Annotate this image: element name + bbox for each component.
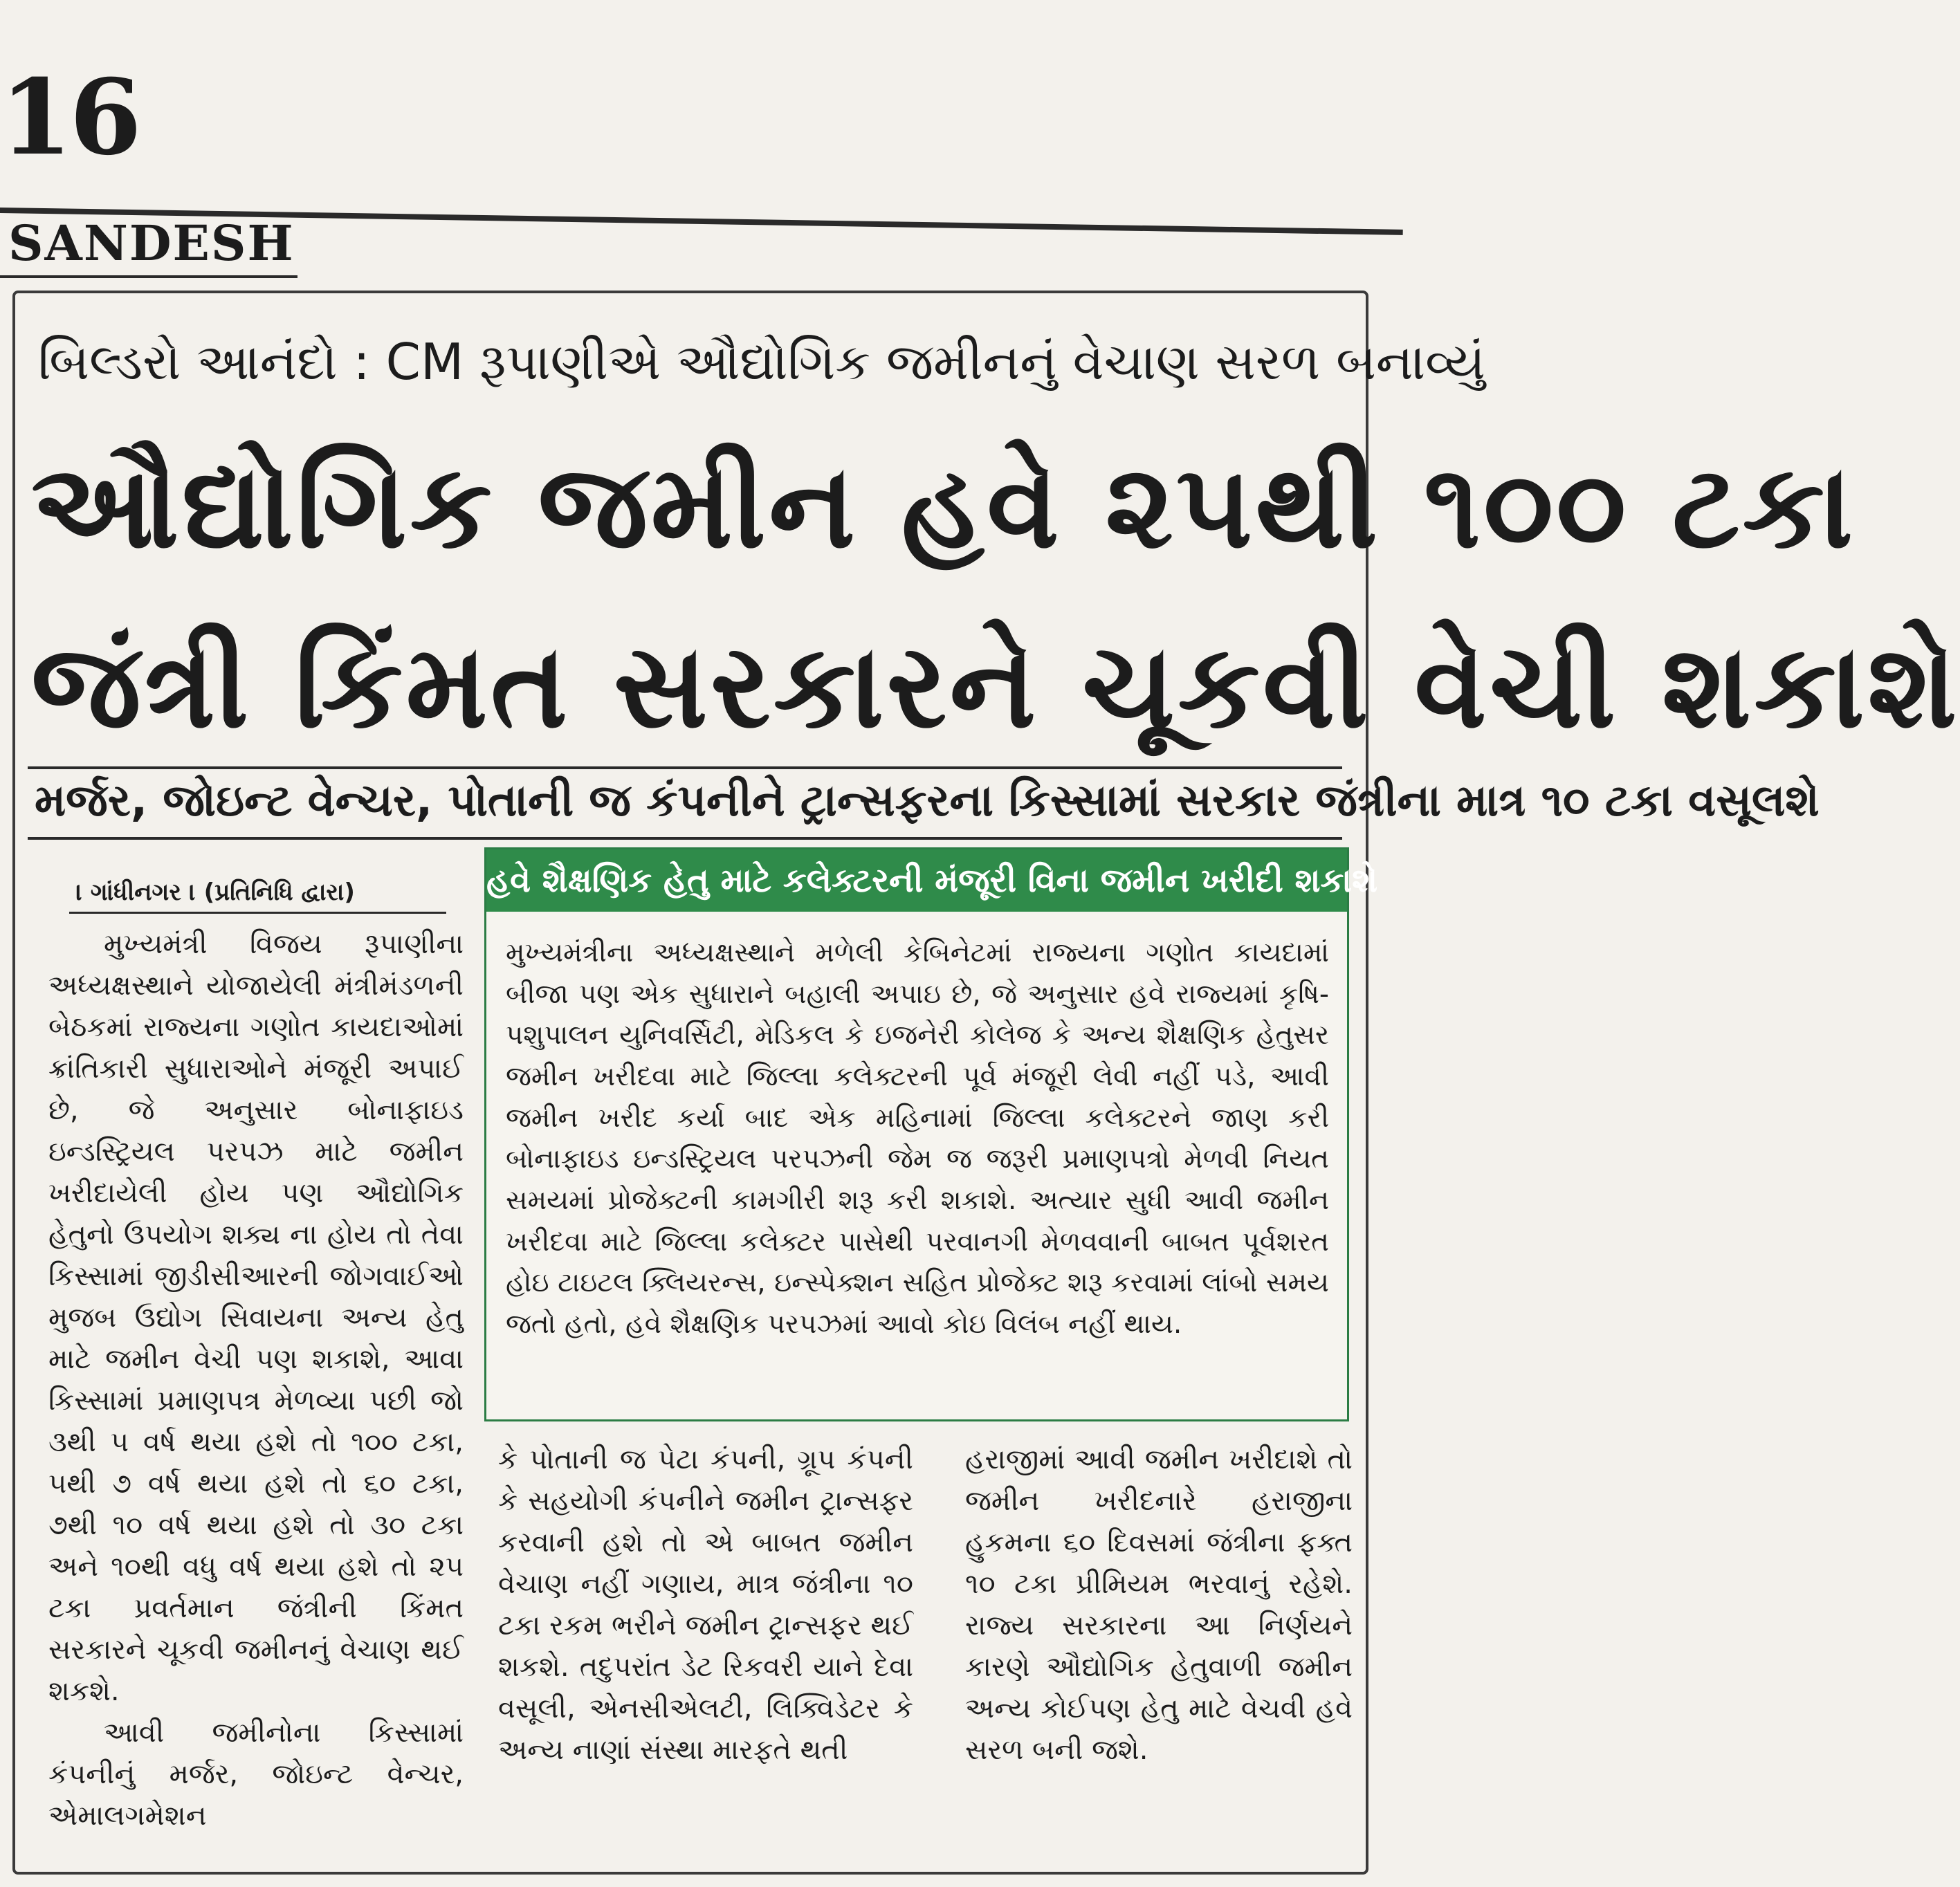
article-paragraph-right: હરાજીમાં આવી જમીન ખરીદાશે તો જમીન ખરીદનારે હરાજીના હુકમના ૬૦ દિવસમાં જંત્રીના ફક્ત ૧૦ ટકા પ્રીમિયમ ભરવાનું રહેશે. રાજ્ય સરકારના આ નિર્ણયને કારણે ઔદ્યોગિક હેતુવાળી જમીન અન્ય કોઈપણ હેતુ માટે વેચવી હવે સરળ બની જશે. xyxy=(965,1444,1353,1766)
article-subhead: મર્જર, જોઇન્ટ વેન્ચર, પોતાની જ કંપનીને ટ્રાન્સફરના કિસ્સામાં સરકાર જંત્રીના માત્ર ૧૦ ટકા વસૂલશે xyxy=(35,775,1820,827)
article-column-right xyxy=(965,1439,1353,1854)
subhead-rule-bottom xyxy=(28,837,1342,840)
sidebar-body: મુખ્યમંત્રીના અધ્યક્ષસ્થાને મળેલી કેબિનેટમાં રાજ્યના ગણોત કાયદામાં બીજા પણ એક સુધારાને બહાલી અપાઇ છે, જે અનુસાર હવે રાજ્યમાં કૃષિ-પશુપાલન યુનિવર્સિટી, મેડિકલ કે ઇજનેરી કોલેજ કે અન્ય શૈક્ષણિક હેતુસર જમીન ખરીદવા માટે જિલ્લા કલેક્ટરની પૂર્વ મંજૂરી લેવી નહીં પડે, આવી જમીન ખરીદ કર્યા બાદ એક મહિનામાં જિલ્લા કલેક્ટરને જાણ કરી બોનાફાઇડ ઇન્ડસ્ટ્રિયલ પરપઝની જેમ જ જરૂરી પ્રમાણપત્રો મેળવી નિયત સમયમાં પ્રોજેક્ટની કામગીરી શરૂ કરી શકાશે. અત્યાર સુધી આવી જમીન ખરીદવા માટે જિલ્લા કલેક્ટર પાસેથી પરવાનગી મેળવવાની બાબત પૂર્વશરત હોઇ ટાઇટલ ક્લિયરન્સ, ઇન્સ્પેક્શન સહિત પ્રોજેક્ટ શરૂ કરવામાં લાંબો સમય જતો હતો, હવે શૈક્ષણિક પરપઝમાં આવો કોઇ વિલંબ નહીં થાય. xyxy=(506,937,1329,1340)
article-paragraph-1: મુખ્યમંત્રી વિજય રૂપાણીના અધ્યક્ષસ્થાને યોજાયેલી મંત્રીમંડળની બેઠકમાં રાજ્યના ગણોત કાયદાઓમાં ક્રાંતિકારી સુધારાઓને મંજૂરી અપાઈ છે, જે અનુસાર બોનાફાઇડ ઇન્ડસ્ટ્રિયલ પરપઝ માટે જમીન ખરીદાયેલી હોય પણ ઔદ્યોગિક હેતુનો ઉપયોગ શક્ય ના હોય તો તેવા કિસ્સામાં જીડીસીઆરની જોગવાઈઓ મુજબ ઉદ્યોગ સિવાયના અન્ય હેતુ માટે જમીન વેચી પણ શકાશે, આવા કિસ્સામાં પ્રમાણપત્ર મેળવ્યા પછી જો ૩થી ૫ વર્ષ થયા હશે તો ૧૦૦ ટકા, ૫થી ૭ વર્ષ થયા હશે તો ૬૦ ટકા, ૭થી ૧૦ વર્ષ થયા હશે તો ૩૦ ટકા અને ૧૦થી વધુ વર્ષ થયા હશે તો ૨૫ ટકા પ્રવર્તમાન જંત્રીની કિંમત સરકારને ચૂકવી જમીનનું વેચાણ થઈ શકશે. xyxy=(48,928,464,1707)
masthead: SANDESH xyxy=(8,214,295,272)
article-paragraph-middle: કે પોતાની જ પેટા કંપની, ગ્રૂપ કંપની કે સહયોગી કંપનીને જમીન ટ્રાન્સફર કરવાની હશે તો એ બાબત જમીન વેચાણ નહીં ગણાય, માત્ર જંત્રીના ૧૦ ટકા રકમ ભરીને જમીન ટ્રાન્સફર થઈ શકશે. તદુપરાંત ડેટ રિકવરી યાને દેવા વસૂલી, એનસીએલટી, લિક્વિડેટર કે અન્ય નાણાં સંસ્થા મારફતે થતી xyxy=(498,1444,913,1766)
article-kicker: બિલ્ડરો આનંદો : CM રૂપાણીએ ઔદ્યોગિક જમીનનું વેચાણ સરળ બનાવ્યું xyxy=(38,333,1485,391)
masthead-rule-divider xyxy=(0,275,297,278)
headline-line-1: ઔદ્યોગિક જમીન હવે ૨૫થી ૧૦૦ ટકા xyxy=(31,439,1856,574)
page-number: 16 xyxy=(0,57,139,178)
sidebar-title: હવે શૈક્ષણિક હેતુ માટે કલેક્ટરની મંજૂરી વિના જમીન ખરીદી શકાશે xyxy=(486,849,1347,912)
dateline-rule xyxy=(69,912,446,914)
article-column-middle xyxy=(498,1439,913,1854)
article-column-left xyxy=(48,923,464,1843)
headline-line-2: જંત્રી કિંમત સરકારને ચૂકવી વેચી શકાશે xyxy=(31,618,1960,754)
subhead-rule-top xyxy=(28,766,1342,769)
sidebar-box xyxy=(484,847,1378,1421)
article-paragraph-2: આવી જમીનોના કિસ્સામાં કંપનીનું મર્જર, જોઇન્ટ વેન્ચર, એમાલગમેશન xyxy=(48,1717,464,1832)
article-dateline: । ગાંધીનગર । (પ્રતિનિધિ દ્વારા) xyxy=(76,878,355,906)
